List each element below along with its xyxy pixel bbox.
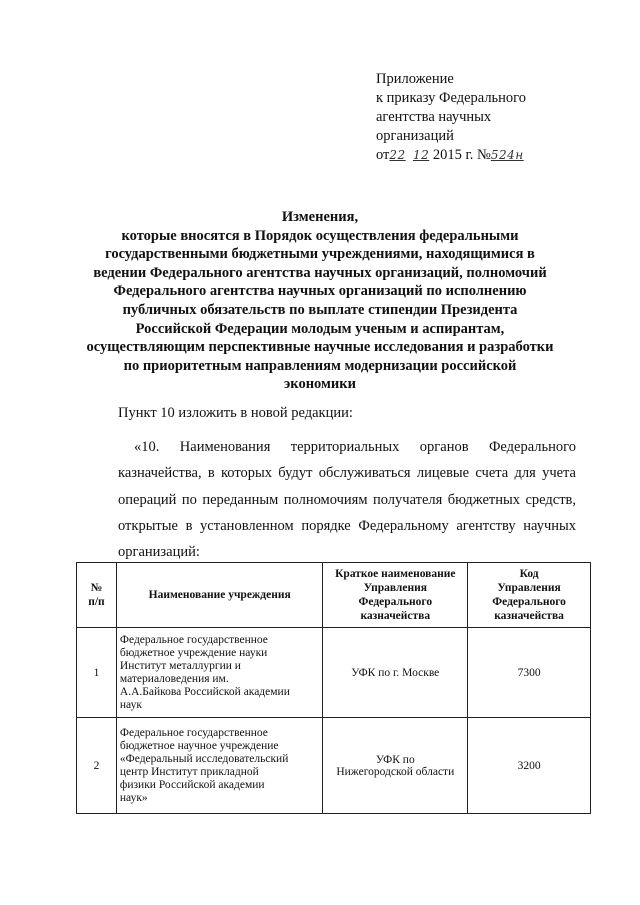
header-short-name [323, 563, 468, 628]
name-line: центр Институт прикладной [119, 765, 259, 778]
title-line: Федерального агентства научных организаций по исполнению [113, 283, 527, 300]
table-row [77, 718, 591, 814]
body-line: организаций: [118, 544, 200, 561]
title-line: по приоритетным направлениям модернизации российской [123, 357, 517, 374]
body-line: открытые в установленном порядке Федеральному агентству научных [118, 517, 576, 534]
short-name-line: Нижегородской области [336, 765, 455, 778]
title-line: Российской Федерации молодым ученым и аспирантам, [135, 320, 505, 337]
table-row [77, 628, 591, 718]
name-line: материаловедения им. [119, 672, 229, 685]
row-number: 2 [77, 718, 117, 814]
appendix-header [376, 70, 606, 165]
title-line: которые вносятся в Порядок осуществления федеральными [121, 227, 519, 244]
date-day-handwritten: 22 [389, 148, 406, 162]
name-line: Федеральное государственное [119, 726, 268, 739]
header-text: Код [519, 568, 539, 580]
name-line: «Федеральный исследовательский [119, 752, 289, 765]
treasury-code: 3200 [468, 718, 591, 814]
body-line: «10. Наименования территориальных органов Федерального [134, 439, 576, 455]
header-text: п/п [88, 596, 105, 608]
name-line: бюджетное учреждение науки [119, 646, 268, 659]
date-prefix: от [376, 147, 390, 163]
treasury-short-name: УФК по г. Москве [323, 628, 468, 718]
institution-name [116, 718, 323, 814]
date-year: 2015 г. № [429, 147, 491, 163]
body-paragraph [118, 434, 576, 565]
title-line: публичных обязательств по выплате стипендии Президента [122, 301, 518, 318]
body-line: операций по переданным полномочиям получателя бюджетных средств, [118, 491, 576, 508]
header-text: Федерального [492, 596, 566, 608]
table-header-row [77, 563, 591, 628]
title-heading: Изменения, [281, 209, 359, 225]
treasury-short-name [323, 718, 468, 814]
document-title [60, 208, 580, 394]
title-line: ведении Федерального агентства научных организаций, полномочий [93, 264, 547, 281]
appendix-line: агентства научных [376, 109, 492, 125]
header-text: № [90, 582, 103, 594]
header-text: казначейства [360, 610, 431, 622]
date-month-handwritten: 12 [412, 148, 430, 162]
header-institution-name: Наименование учреждения [116, 563, 323, 628]
intro-paragraph: Пункт 10 изложить в новой редакции: [118, 405, 353, 421]
treasury-code: 7300 [468, 628, 591, 718]
header-text: казначейства [494, 610, 564, 622]
header-text: Краткое наименование [335, 568, 456, 580]
body-line: казначейства, в которых будут обслуживаться лицевые счета для учета [118, 465, 576, 482]
name-line: Федеральное государственное [119, 633, 268, 646]
institution-name [116, 628, 323, 718]
row-number: 1 [77, 628, 117, 718]
header-text: Управления [497, 582, 561, 594]
name-line: наук» [119, 791, 148, 804]
name-line: бюджетное научное учреждение [119, 739, 279, 752]
header-text: Федерального [358, 596, 433, 608]
title-line: государственными бюджетными учреждениями, находящимися в [105, 246, 535, 263]
appendix-line: Приложение [376, 71, 454, 87]
appendix-date-line [376, 146, 606, 165]
header-text: Управления [363, 582, 427, 594]
order-number-handwritten: 524н [490, 148, 524, 162]
appendix-line: организаций [376, 128, 454, 144]
short-name-line: УФК по [375, 753, 415, 766]
header-code [468, 563, 591, 628]
treasury-table [76, 562, 591, 814]
header-number [77, 563, 117, 628]
name-line: Институт металлургии и [119, 659, 241, 672]
name-line: А.А.Байкова Российской академии [119, 685, 290, 698]
name-line: физики Российской академии [119, 778, 265, 791]
name-line: наук [119, 698, 142, 711]
appendix-line: к приказу Федерального [376, 90, 527, 106]
title-line: экономики [284, 376, 356, 393]
title-line: осуществляющим перспективные научные исследования и разработки [86, 339, 554, 356]
